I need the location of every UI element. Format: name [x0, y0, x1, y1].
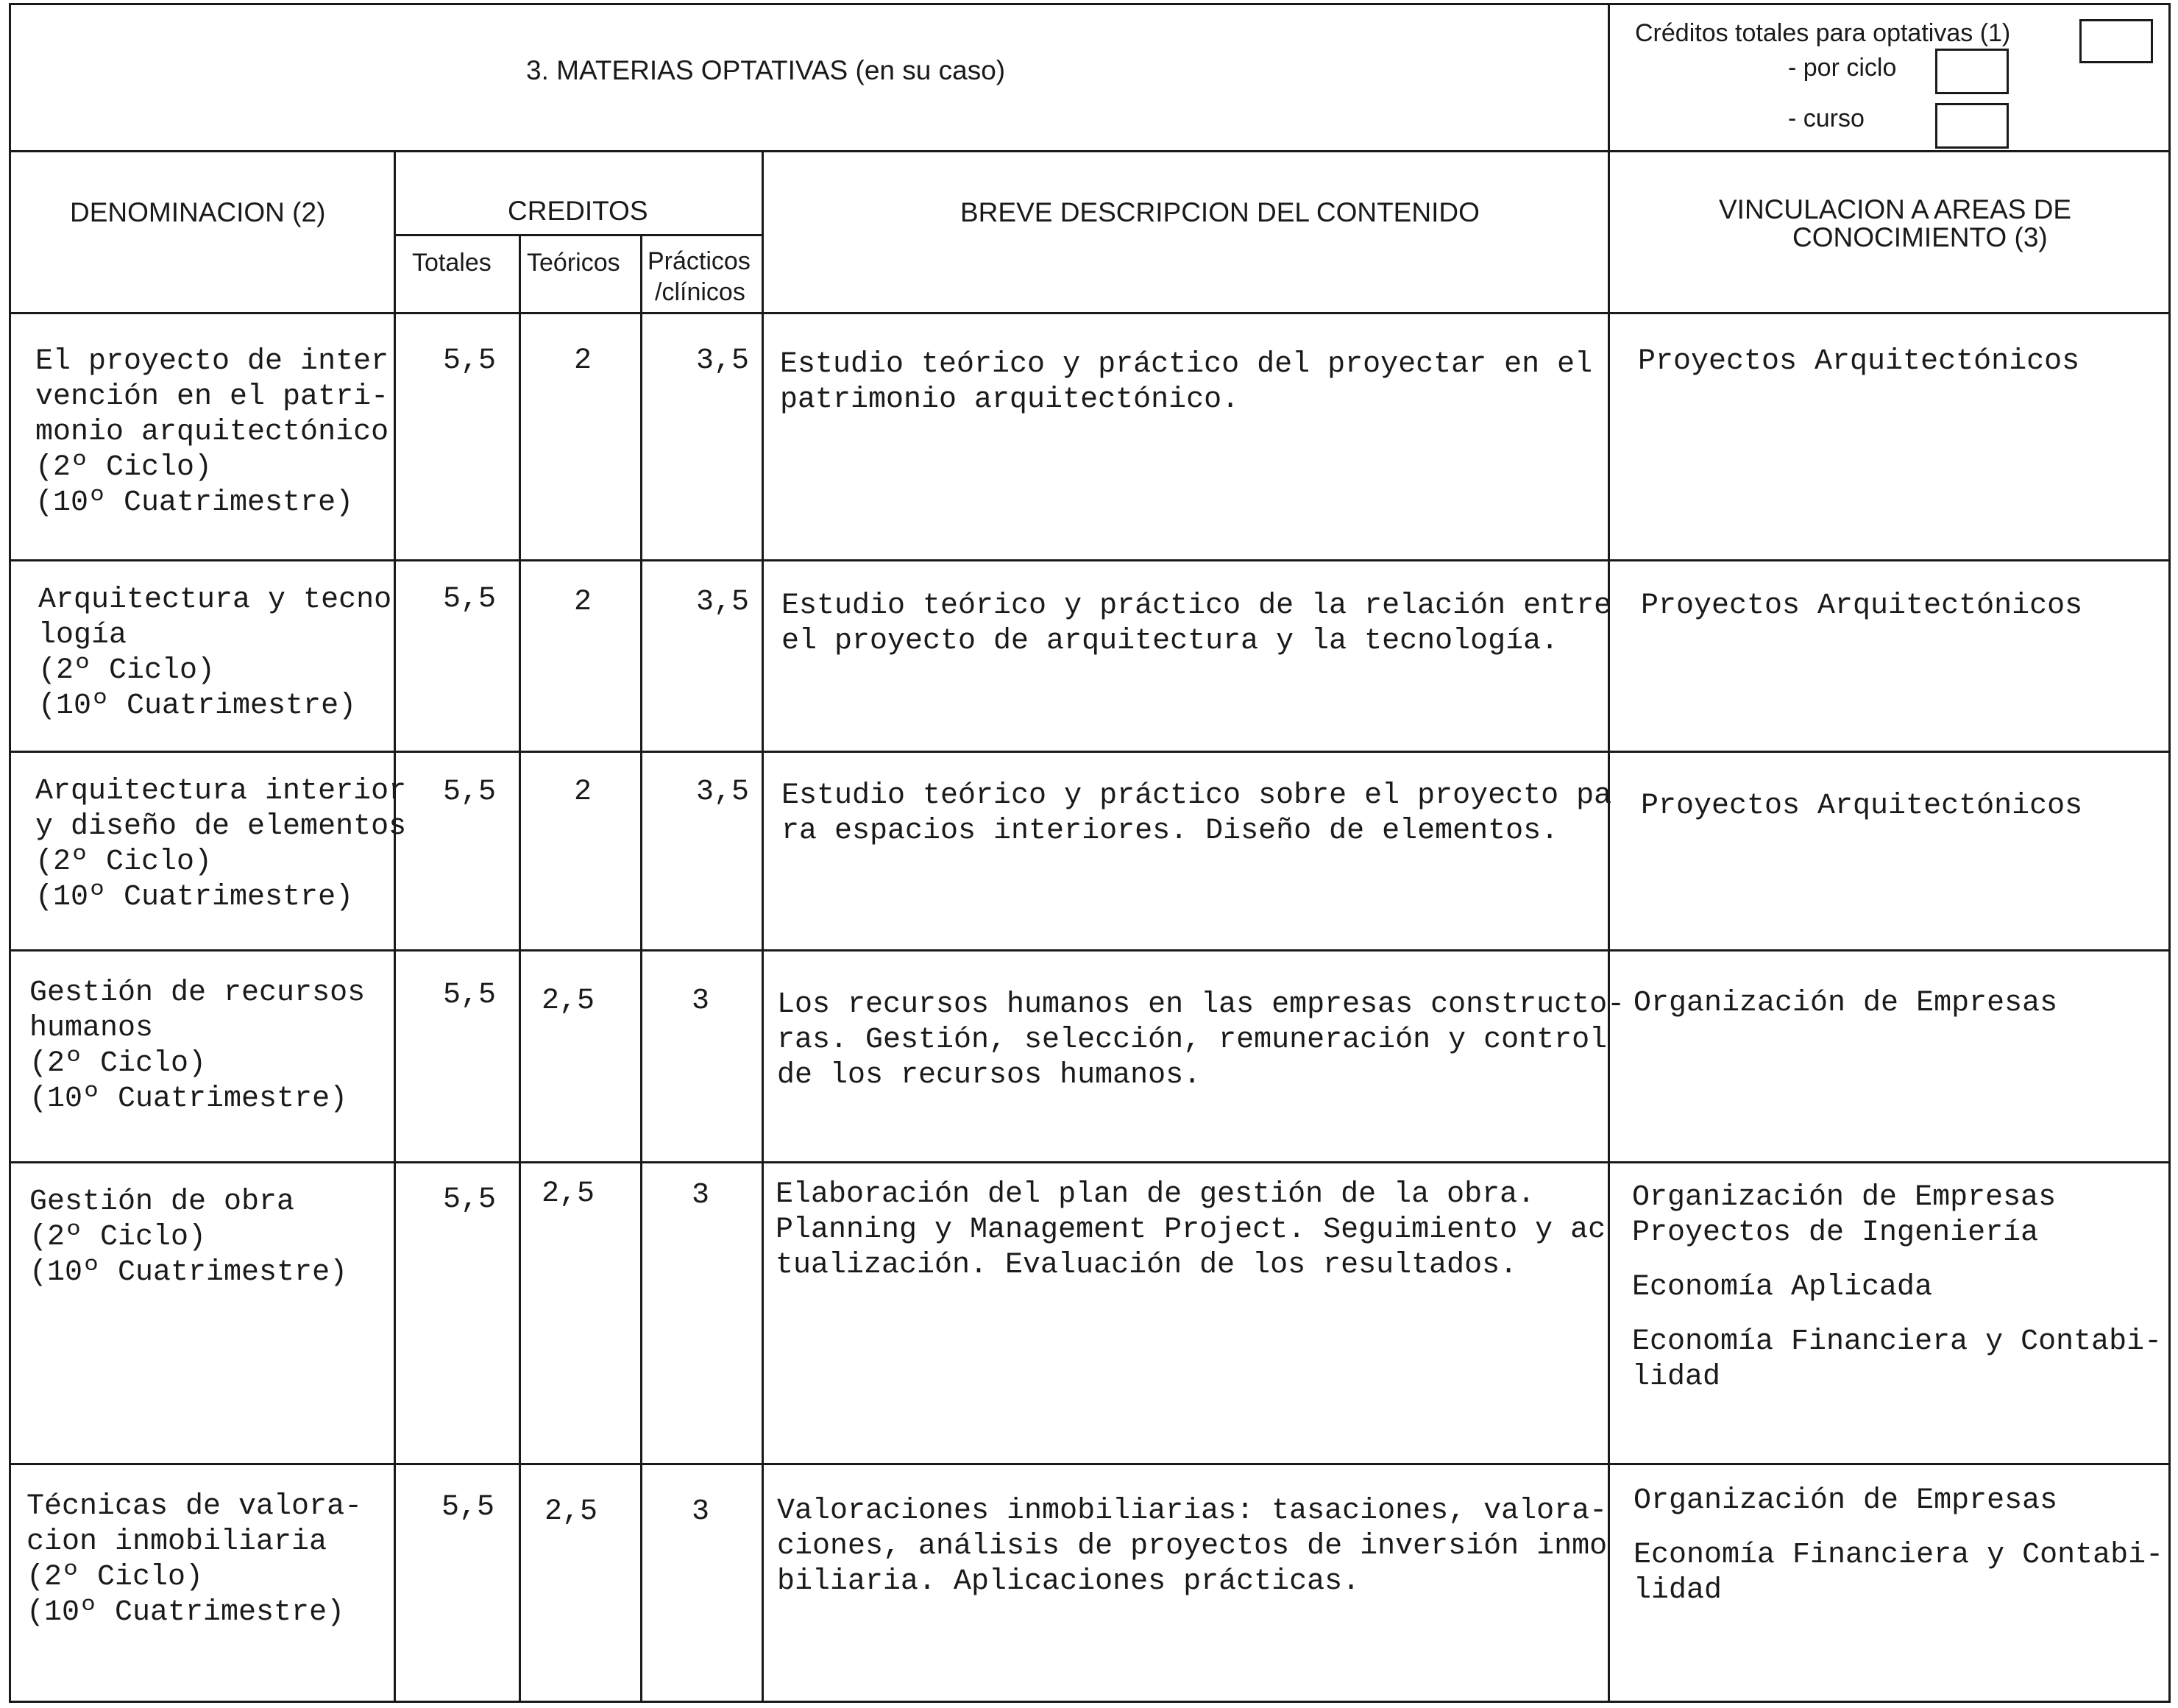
column-header-divider: [9, 312, 2171, 314]
row-totales: 5,5: [443, 344, 497, 378]
col-header-descripcion: BREVE DESCRIPCION DEL CONTENIDO: [960, 197, 1480, 227]
col-divider-descripcion: [1608, 3, 1610, 1703]
row-teoricos: 2,5: [542, 985, 595, 1018]
row-divider: [9, 751, 2171, 753]
section-title: 3. MATERIAS OPTATIVAS (en su caso): [526, 55, 1006, 85]
row-totales: 5,5: [443, 583, 497, 616]
row-area-line: Proyectos Arquitectónicos: [1641, 790, 2083, 823]
row-practicos: 3: [692, 985, 710, 1018]
row-description-line: Estudio teórico y práctico del proyectar en el: [780, 348, 1593, 381]
credits-total-box: [2079, 19, 2153, 63]
col-divider-teoricos: [640, 234, 642, 1703]
row-area-line: lidad: [1632, 1361, 1721, 1394]
row-area-line: Organización de Empresas: [1634, 1484, 2058, 1517]
table-frame: [9, 3, 2171, 1703]
per-course-box: [1935, 103, 2009, 149]
row-area-line: Economía Aplicada: [1632, 1271, 1933, 1304]
col-header-denominacion: DENOMINACION (2): [70, 197, 326, 227]
row-name-line: y diseño de elementos: [35, 810, 407, 843]
row-area-line: Economía Financiera y Contabi-: [1634, 1539, 2164, 1572]
row-name-line: (2º Ciclo): [35, 451, 213, 484]
row-name-line: vención en el patri-: [35, 380, 389, 414]
row-area-line: Organización de Empresas: [1634, 987, 2058, 1020]
row-name-line: (10º Cuatrimestre): [38, 690, 357, 723]
row-description-line: ras. Gestión, selección, remuneración y control: [777, 1024, 1608, 1057]
row-name-line: Arquitectura interior: [35, 775, 407, 808]
row-divider: [9, 1463, 2171, 1465]
header-divider: [9, 150, 2171, 152]
col-divider-totales: [519, 234, 521, 1703]
row-name-line: (2º Ciclo): [38, 654, 216, 687]
row-name-line: (10º Cuatrimestre): [26, 1596, 345, 1629]
row-totales: 5,5: [443, 776, 497, 809]
row-description-line: Los recursos humanos en las empresas constructo-: [777, 988, 1625, 1021]
row-area-line: lidad: [1634, 1574, 1723, 1607]
row-description-line: tualización. Evaluación de los resultados.: [776, 1249, 1518, 1282]
row-name-line: monio arquitectónico: [35, 416, 389, 449]
row-description-line: Estudio teórico y práctico sobre el proyecto pa: [781, 779, 1612, 812]
col-header-teoricos: Teóricos: [527, 249, 620, 277]
row-description-line: Elaboración del plan de gestión de la obra.: [776, 1178, 1536, 1211]
row-description-line: Estudio teórico y práctico de la relación entre: [781, 589, 1612, 623]
row-area-line: Economía Financiera y Contabi-: [1632, 1325, 2163, 1358]
col-divider-practicos: [762, 150, 764, 1703]
col-header-clinicos: /clínicos: [655, 278, 745, 306]
row-description-line: de los recursos humanos.: [777, 1059, 1202, 1092]
row-divider: [9, 949, 2171, 952]
row-description-line: Valoraciones inmobiliarias: tasaciones, valora-: [777, 1495, 1608, 1528]
row-area-line: Proyectos Arquitectónicos: [1641, 589, 2083, 623]
row-name-line: (10º Cuatrimestre): [29, 1082, 348, 1116]
credits-total-label: Créditos totales para optativas (1): [1635, 19, 2011, 47]
row-teoricos: 2: [574, 344, 592, 378]
row-description-line: el proyecto de arquitectura y la tecnología.: [781, 625, 1559, 658]
row-name-line: cion inmobiliaria: [26, 1525, 327, 1559]
row-teoricos: 2,5: [544, 1495, 598, 1528]
per-cycle-box: [1935, 49, 2009, 94]
row-practicos: 3,5: [696, 776, 750, 809]
col-header-vinculacion-1: VINCULACION A AREAS DE: [1719, 194, 2072, 224]
row-name-line: (10º Cuatrimestre): [35, 881, 354, 914]
col-header-creditos: CREDITOS: [508, 196, 648, 226]
row-teoricos: 2,5: [542, 1177, 595, 1211]
row-description-line: biliaria. Aplicaciones prácticas.: [777, 1565, 1361, 1598]
row-practicos: 3: [692, 1495, 710, 1528]
row-name-line: (2º Ciclo): [35, 846, 213, 879]
col-header-vinculacion-2: CONOCIMIENTO (3): [1792, 222, 2048, 252]
row-name-line: Gestión de recursos: [29, 977, 366, 1010]
row-totales: 5,5: [443, 979, 497, 1012]
row-description-line: patrimonio arquitectónico.: [780, 383, 1240, 417]
row-name-line: (10º Cuatrimestre): [35, 486, 354, 520]
col-header-practicos: Prácticos: [648, 247, 751, 275]
row-name-line: Técnicas de valora-: [26, 1490, 363, 1523]
per-course-label: - curso: [1788, 104, 1865, 132]
row-name-line: (2º Ciclo): [29, 1221, 207, 1254]
row-area-line: Organización de Empresas: [1632, 1181, 2057, 1214]
creditos-subdivider: [394, 234, 763, 236]
row-description-line: Planning y Management Project. Seguimiento y ac: [776, 1213, 1606, 1247]
row-name-line: (2º Ciclo): [29, 1047, 207, 1080]
row-name-line: Gestión de obra: [29, 1186, 295, 1219]
row-divider: [9, 1161, 2171, 1163]
row-name-line: Arquitectura y tecno: [38, 584, 392, 617]
row-name-line: (10º Cuatrimestre): [29, 1256, 348, 1289]
row-teoricos: 2: [574, 586, 592, 619]
row-description-line: ciones, análisis de proyectos de inversión inmo: [777, 1530, 1608, 1563]
col-divider-denominacion: [394, 150, 396, 1703]
row-name-line: El proyecto de inter: [35, 345, 389, 378]
row-divider: [9, 559, 2171, 561]
row-practicos: 3,5: [696, 586, 750, 619]
row-area-line: Proyectos de Ingeniería: [1632, 1216, 2039, 1250]
row-totales: 5,5: [441, 1491, 495, 1524]
row-name-line: (2º Ciclo): [26, 1561, 204, 1594]
row-teoricos: 2: [574, 776, 592, 809]
row-practicos: 3: [692, 1179, 710, 1212]
row-name-line: humanos: [29, 1012, 154, 1045]
per-cycle-label: - por ciclo: [1788, 54, 1897, 82]
col-header-totales: Totales: [412, 249, 492, 277]
row-name-line: logía: [38, 619, 127, 652]
row-description-line: ra espacios interiores. Diseño de elementos.: [781, 815, 1559, 848]
row-practicos: 3,5: [696, 344, 750, 378]
row-area-line: Proyectos Arquitectónicos: [1638, 345, 2080, 378]
row-totales: 5,5: [443, 1183, 497, 1216]
